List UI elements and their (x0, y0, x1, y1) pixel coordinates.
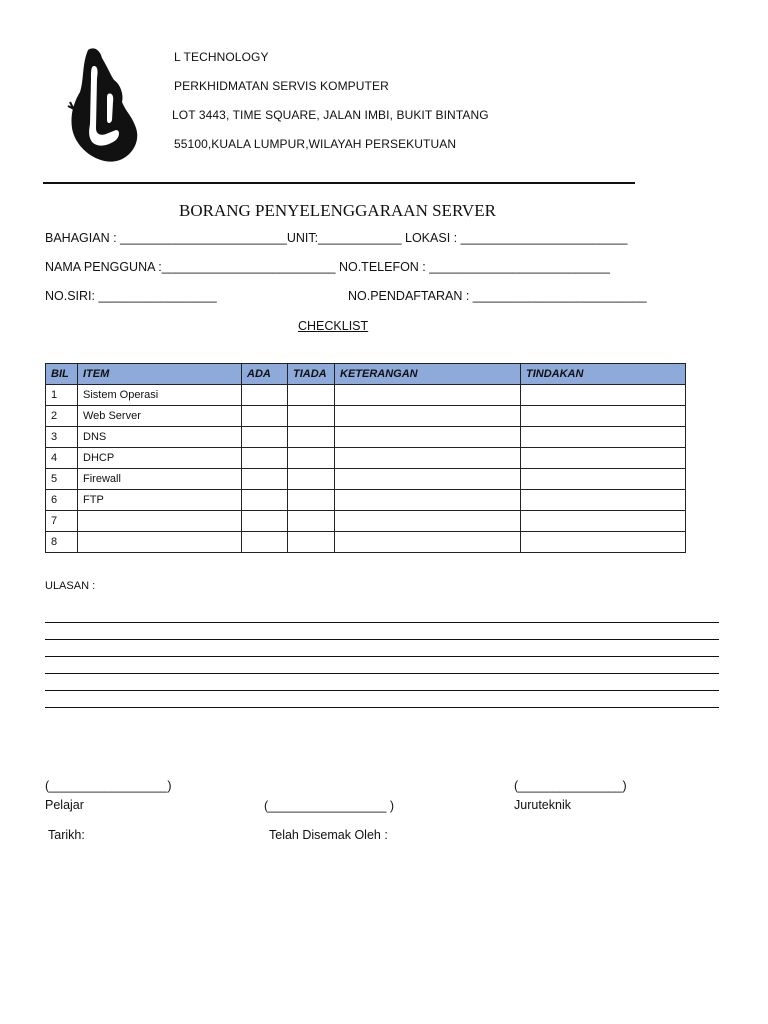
checked-by-signature-line[interactable]: (_________________ ) (264, 799, 394, 813)
table-row (46, 532, 686, 553)
ulasan-line-4[interactable] (45, 673, 719, 674)
cell-bil: 8 (46, 532, 78, 553)
student-label: Pelajar (45, 798, 84, 812)
col-header-ada: ADA (242, 364, 288, 385)
cell-tiada[interactable] (288, 406, 335, 427)
col-header-bil: BIL (46, 364, 78, 385)
cell-ada[interactable] (242, 532, 288, 553)
cell-tindakan[interactable] (521, 427, 686, 448)
cell-tiada[interactable] (288, 532, 335, 553)
cell-item[interactable] (78, 532, 242, 553)
technician-label: Juruteknik (514, 798, 571, 812)
cell-item: DHCP (78, 448, 242, 469)
ulasan-line-3[interactable] (45, 656, 719, 657)
cell-item: Firewall (78, 469, 242, 490)
cell-keterangan[interactable] (335, 532, 521, 553)
field-line-bahagian-unit-lokasi[interactable]: BAHAGIAN : ________________________UNIT:____________ LOKASI : ________________________ (45, 231, 628, 245)
cell-tindakan[interactable] (521, 406, 686, 427)
table-row (46, 406, 686, 427)
cell-ada[interactable] (242, 406, 288, 427)
field-no-pendaftaran[interactable]: NO.PENDAFTARAN : _________________________ (348, 289, 647, 303)
ulasan-line-5[interactable] (45, 690, 719, 691)
cell-ada[interactable] (242, 511, 288, 532)
company-address-line1: LOT 3443, TIME SQUARE, JALAN IMBI, BUKIT BINTANG (172, 108, 489, 122)
student-signature-line[interactable]: (_________________) (45, 779, 172, 793)
cell-tindakan[interactable] (521, 385, 686, 406)
cell-tindakan[interactable] (521, 532, 686, 553)
cell-item: DNS (78, 427, 242, 448)
cell-item: Web Server (78, 406, 242, 427)
cell-ada[interactable] (242, 448, 288, 469)
cell-ada[interactable] (242, 490, 288, 511)
ulasan-line-2[interactable] (45, 639, 719, 640)
company-service: PERKHIDMATAN SERVIS KOMPUTER (174, 79, 389, 93)
checklist-table (45, 363, 686, 553)
technician-signature-line[interactable]: (_______________) (514, 779, 627, 793)
table-row (46, 385, 686, 406)
cell-item: Sistem Operasi (78, 385, 242, 406)
company-address-line2: 55100,KUALA LUMPUR,WILAYAH PERSEKUTUAN (174, 137, 457, 151)
cell-bil: 5 (46, 469, 78, 490)
cell-tiada[interactable] (288, 448, 335, 469)
company-logo (64, 44, 144, 166)
cell-bil: 6 (46, 490, 78, 511)
col-header-tindakan: TINDAKAN (521, 364, 686, 385)
cell-bil: 4 (46, 448, 78, 469)
cell-bil: 3 (46, 427, 78, 448)
cell-tiada[interactable] (288, 490, 335, 511)
table-row (46, 448, 686, 469)
col-header-item: ITEM (78, 364, 242, 385)
table-row (46, 469, 686, 490)
ulasan-line-1[interactable] (45, 622, 719, 623)
table-row (46, 490, 686, 511)
cell-keterangan[interactable] (335, 406, 521, 427)
logo-mark (64, 44, 144, 166)
cell-tiada[interactable] (288, 511, 335, 532)
table-row (46, 427, 686, 448)
table-header-row (46, 364, 686, 385)
ulasan-line-6[interactable] (45, 707, 719, 708)
checked-by-label: Telah Disemak Oleh : (269, 828, 388, 842)
cell-keterangan[interactable] (335, 427, 521, 448)
cell-keterangan[interactable] (335, 469, 521, 490)
field-line-pengguna-telefon[interactable]: NAMA PENGGUNA :_________________________ NO.TELEFON : __________________________ (45, 260, 611, 274)
cell-ada[interactable] (242, 469, 288, 490)
form-title: BORANG PENYELENGGARAAN SERVER (179, 201, 496, 220)
checklist-heading: CHECKLIST (298, 319, 369, 333)
col-header-tiada: TIADA (288, 364, 335, 385)
cell-bil: 2 (46, 406, 78, 427)
cell-ada[interactable] (242, 427, 288, 448)
cell-item[interactable] (78, 511, 242, 532)
cell-ada[interactable] (242, 385, 288, 406)
company-name: L TECHNOLOGY (174, 50, 269, 64)
cell-tindakan[interactable] (521, 469, 686, 490)
cell-keterangan[interactable] (335, 490, 521, 511)
header-divider (43, 182, 635, 184)
cell-bil: 1 (46, 385, 78, 406)
cell-bil: 7 (46, 511, 78, 532)
table-row (46, 511, 686, 532)
col-header-keterangan: KETERANGAN (335, 364, 521, 385)
cell-keterangan[interactable] (335, 511, 521, 532)
cell-keterangan[interactable] (335, 448, 521, 469)
cell-tindakan[interactable] (521, 511, 686, 532)
cell-tindakan[interactable] (521, 448, 686, 469)
cell-tiada[interactable] (288, 427, 335, 448)
cell-tindakan[interactable] (521, 490, 686, 511)
field-no-siri[interactable]: NO.SIRI: _________________ (45, 289, 217, 303)
cell-item: FTP (78, 490, 242, 511)
date-label: Tarikh: (48, 828, 85, 842)
cell-tiada[interactable] (288, 469, 335, 490)
ulasan-label: ULASAN : (45, 580, 96, 592)
cell-keterangan[interactable] (335, 385, 521, 406)
cell-tiada[interactable] (288, 385, 335, 406)
